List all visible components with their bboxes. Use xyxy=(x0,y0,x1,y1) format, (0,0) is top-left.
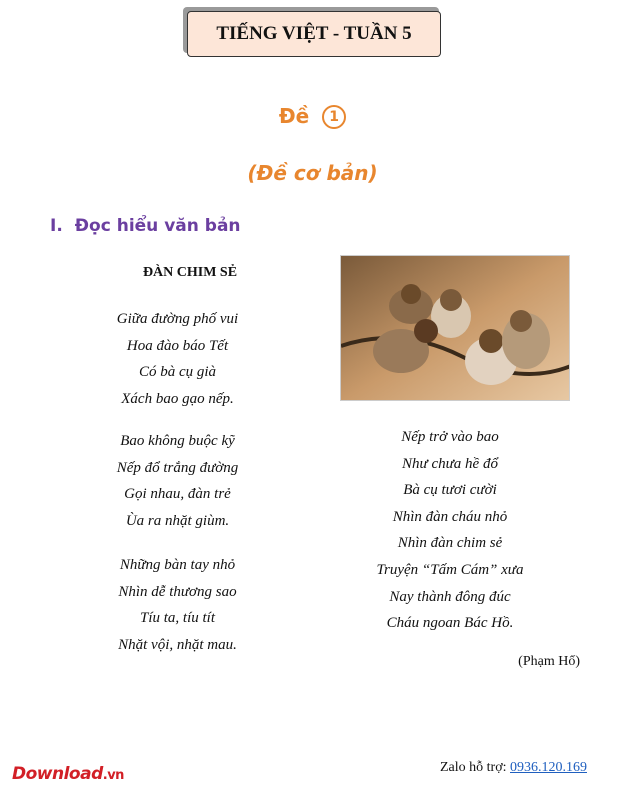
download-logo[interactable] xyxy=(12,764,124,784)
zalo-support xyxy=(440,760,587,776)
poem-line: Giữa đường phố vui xyxy=(116,311,239,327)
poem-line: Ùa ra nhặt giùm. xyxy=(125,512,230,529)
poem-author: (Phạm Hổ) xyxy=(518,654,580,669)
poem-line: Tíu ta, tíu tít xyxy=(139,610,215,627)
exam-heading xyxy=(0,104,625,129)
logo-main-text: Download xyxy=(12,764,103,784)
poem-title: ĐÀN CHIM SẺ xyxy=(142,265,238,280)
poem-line: Như chưa hề đổ xyxy=(402,455,498,472)
sparrows-photo xyxy=(340,255,570,401)
poem-line: Nhặt vội, nhặt mau. xyxy=(118,636,237,653)
poem-line: Nếp trở vào bao xyxy=(401,429,499,445)
poem-line: Truyện “Tấm Cám” xưa xyxy=(376,561,524,578)
exam-label: Đề xyxy=(278,104,310,128)
poem-stanza-4 xyxy=(345,424,555,637)
poem-stanza-2 xyxy=(80,428,275,534)
section-heading xyxy=(50,216,241,236)
poem-stanza-3 xyxy=(80,552,275,658)
poem-line: Bà cụ tươi cười xyxy=(403,482,497,499)
poem-stanza-1 xyxy=(80,306,275,412)
section-title: Đọc hiểu văn bản xyxy=(74,216,241,236)
poem-line: Cháu ngoan Bác Hồ. xyxy=(386,615,514,632)
poem-line: Gọi nhau, đàn trẻ xyxy=(124,486,231,503)
poem-line: Những bàn tay nhỏ xyxy=(119,557,236,573)
support-label: Zalo hỗ trợ: xyxy=(440,760,507,775)
poem-line: Nhìn dễ thương sao xyxy=(118,583,237,600)
support-phone-link[interactable]: 0936.120.169 xyxy=(510,760,587,775)
poem-line: Nay thành đông đúc xyxy=(389,588,511,605)
poem-line: Nếp đổ trắng đường xyxy=(116,459,239,476)
exam-subtitle: (Đề cơ bản) xyxy=(247,161,378,185)
exam-number-badge: 1 xyxy=(322,105,346,129)
poem-line: Bao không buộc kỹ xyxy=(120,433,235,449)
poem-line: Nhìn đàn cháu nhỏ xyxy=(392,508,508,525)
poem-line: Có bà cụ già xyxy=(138,364,217,381)
section-numeral: I. xyxy=(50,216,63,236)
poem-line: Hoa đào báo Tết xyxy=(126,337,229,354)
logo-suffix-text: .vn xyxy=(102,768,124,783)
poem-line: Nhìn đàn chim sẻ xyxy=(397,535,503,552)
page-title: TIẾNG VIỆT - TUẦN 5 xyxy=(187,11,441,57)
poem-line: Xách bao gạo nếp. xyxy=(121,390,234,407)
